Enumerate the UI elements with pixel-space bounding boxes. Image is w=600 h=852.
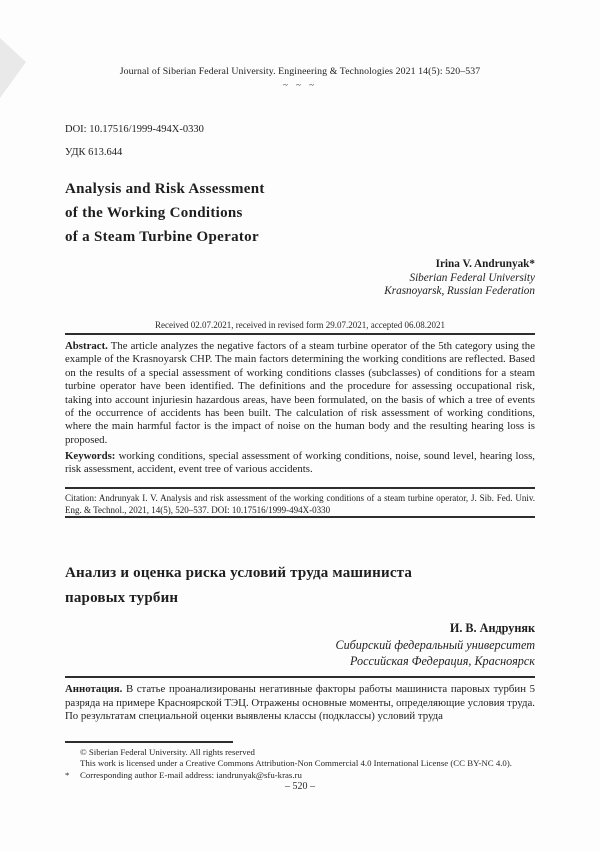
abstract-en — [65, 340, 535, 447]
doi: DOI: 10.17516/1999-494X-0330 — [65, 124, 204, 135]
divider-rule-ru-abstract — [65, 676, 535, 678]
divider-rule-top — [65, 333, 535, 335]
footnote-copyright: © Siberian Federal University. All rights reserved — [80, 747, 255, 757]
page-number: – 520 – — [285, 781, 315, 792]
citation: Citation: Andrunyak I. V. Analysis and risk assessment of the working conditions of a steam turbine operator, J. Sib. Fed. Univ. Eng. & Technol., 2021, 14(5), 520–537. DOI: 10.17516/1999-494X-0330 — [65, 493, 535, 515]
received-dates: Received 02.07.2021, received in revised form 29.07.2021, accepted 06.08.2021 — [155, 320, 445, 330]
footnote-corresponding-row — [65, 770, 535, 781]
footnote-rule — [65, 741, 233, 743]
footnote-block — [65, 747, 535, 781]
footnote-corresponding-author: Corresponding author E-mail address: iandrunyak@sfu-kras.ru — [80, 769, 302, 780]
abstract-label-en: Abstract. — [65, 340, 108, 352]
title-en-line-3: of a Steam Turbine Operator — [65, 229, 259, 245]
keywords-label-en: Keywords: — [65, 450, 116, 462]
title-ru-line-1: Анализ и оценка риска условий труда машиниста — [65, 565, 413, 581]
divider-rule-citation-top — [65, 487, 535, 489]
divider-rule-citation-bottom — [65, 516, 535, 518]
abstract-text-en: The article analyzes the negative factors of a steam turbine operator of the 5th category using the example of the Krasnoyarsk CHP. The main factors determining the working conditions are reflected. Based on the results of a special assessment of working conditions classes (subclasses) of conditions for a steam turbine operator have been identified. The definitions and the procedure for assessing occupational risk, taking into account injuriesin hazardous areas, have been formulated, on the basis of which a tree of events of the occurrence of accidents has been built. The calculation of risk assessment of working conditions, where the main harmful factor is the impact of noise on the human body and the resulting hearing loss is proposed. — [65, 340, 535, 446]
footnote-license: This work is licensed under a Creative Commons Attribution-Non Commercial 4.0 International License (CC BY-NC 4.0). — [80, 758, 512, 769]
abstract-ru — [65, 683, 535, 724]
abstract-label-ru: Аннотация. — [65, 683, 123, 695]
title-ru-line-2: паровых турбин — [65, 590, 179, 606]
article-title-ru — [65, 561, 535, 611]
udk-code: УДК 613.644 — [65, 147, 123, 158]
header-separator: ~ ~ ~ — [282, 80, 318, 90]
footnote-asterisk: * — [65, 769, 70, 780]
abstract-text-ru: В статье проанализированы негативные факторы работы машиниста паровых турбин 5 разряда на примере Красноярской ТЭЦ. Отражены основные моменты, определяющие условия труда. По результатам специальной оценки выявлены классы (подклассы) условий труда — [65, 683, 535, 722]
author-name-en: Irina V. Andrunyak* — [435, 258, 535, 270]
author-location-ru: Российская Федерация, Красноярск — [349, 654, 535, 668]
title-en-line-1: Analysis and Risk Assessment — [65, 181, 265, 197]
keywords-text-en: working conditions, special assessment of working conditions, noise, sound level, hearing loss, risk assessment, accident, event tree of various accidents. — [65, 450, 536, 476]
keywords-en — [65, 450, 535, 477]
journal-header: Journal of Siberian Federal University. Engineering & Technologies 2021 14(5): 520–537 — [119, 66, 481, 77]
scan-artifact — [0, 38, 26, 98]
author-affiliation-ru: Сибирский федеральный университет — [335, 637, 535, 652]
author-affiliation-en: Siberian Federal University — [409, 271, 535, 284]
author-block-en — [65, 258, 535, 299]
author-name-ru: И. В. Андруняк — [449, 621, 535, 635]
author-location-en: Krasnoyarsk, Russian Federation — [384, 285, 535, 297]
author-block-ru — [65, 620, 535, 670]
article-title-en — [65, 177, 535, 249]
title-en-line-2: of the Working Conditions — [65, 205, 243, 221]
